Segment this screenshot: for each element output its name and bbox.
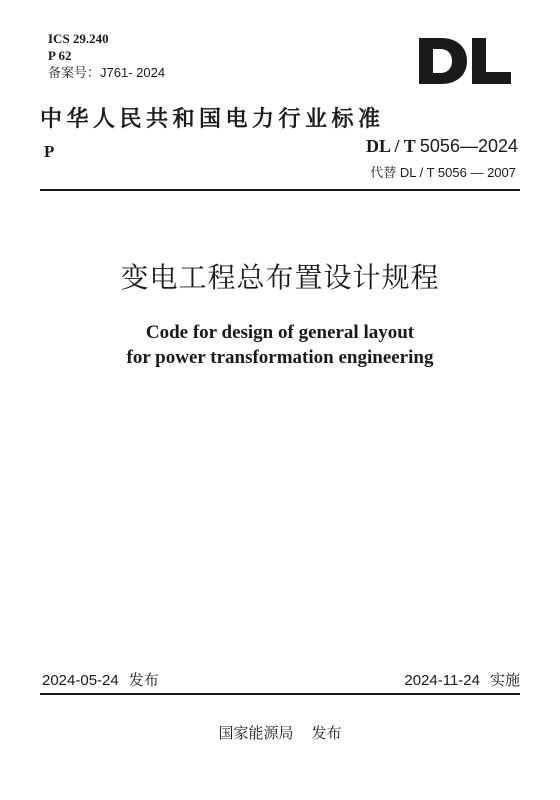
chinese-title: 变电工程总布置设计规程 — [120, 261, 440, 294]
replaces-standard: 代替 DL / T 5056 — 2007 — [370, 165, 516, 180]
filing-number — [48, 64, 165, 81]
bottom-divider — [40, 693, 520, 695]
class-code: P 62 — [48, 48, 72, 63]
issue-label: 发布 — [128, 672, 159, 689]
english-title-line-2: for power transformation engineering — [126, 347, 434, 368]
ics-code: ICS 29.240 — [48, 31, 109, 46]
english-title-line-1: Code for design of general layout — [145, 322, 415, 343]
filing-value: J761- 2024 — [100, 65, 166, 80]
implement-label: 实施 — [489, 672, 520, 689]
implement-date: 2024-11-24 — [404, 672, 480, 689]
standard-type-title: 中华人民共和国电力行业标准 — [40, 106, 385, 132]
implement-date-block — [404, 669, 520, 690]
standard-number-prefix: DL / T — [366, 136, 416, 156]
publisher-line — [0, 722, 560, 743]
publisher-name: 国家能源局 — [218, 725, 294, 742]
dl-logo — [417, 36, 513, 86]
top-divider — [40, 189, 520, 191]
standard-number-value: 5056—2024 — [419, 136, 518, 156]
filing-label: 备案号： — [48, 65, 101, 80]
standard-category: P — [44, 142, 55, 161]
publisher-action: 发布 — [311, 725, 342, 742]
logo-letter-d — [419, 38, 467, 84]
classification-block — [48, 30, 165, 81]
issue-date-block — [42, 669, 159, 690]
logo-letter-l — [472, 38, 511, 84]
english-title — [0, 320, 560, 370]
issue-date: 2024-05-24 — [42, 672, 119, 689]
standard-number — [366, 136, 518, 157]
